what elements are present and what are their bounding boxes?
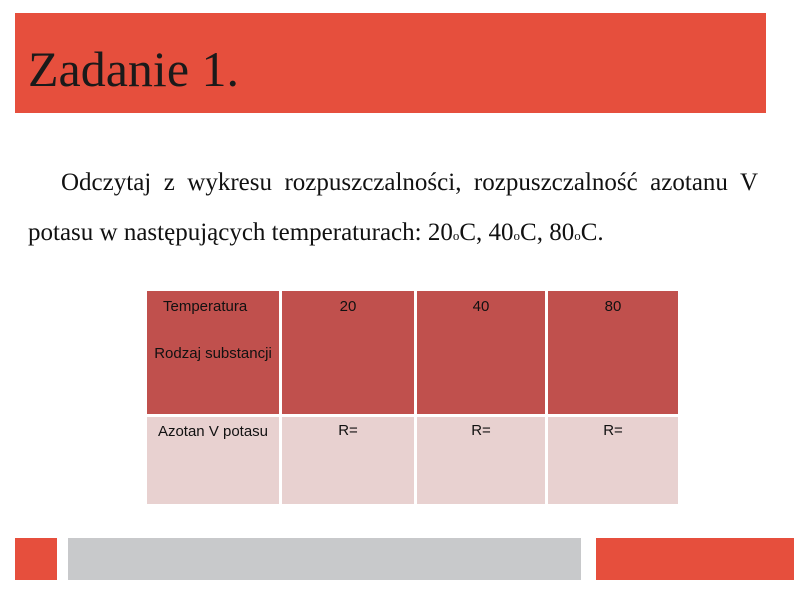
paragraph-text-4: C. <box>580 219 604 246</box>
paragraph-text-2: C, 40 <box>459 219 514 246</box>
task-paragraph <box>28 158 758 261</box>
substance-cell: Azotan V potasu <box>147 416 281 505</box>
header-temp-cell: 40 <box>416 291 547 416</box>
footer-accent-bar <box>596 538 794 580</box>
paragraph-text-1: Odczytaj z wykresu rozpuszczalności, rozpuszczalność azotanu V potasu w następujących temperaturach: 20 <box>28 169 758 246</box>
header-temp-cell: 20 <box>281 291 416 416</box>
table-header-row <box>147 291 678 416</box>
footer-accent-square <box>15 538 57 580</box>
degree-symbol: o <box>574 228 581 243</box>
value-cell[interactable]: R= <box>281 416 416 505</box>
header-temp-cell: 80 <box>547 291 679 416</box>
degree-symbol: o <box>513 228 521 243</box>
header-label-substance: Rodzaj substancji <box>154 345 272 362</box>
header-corner-cell <box>147 291 281 416</box>
value-cell[interactable]: R= <box>416 416 547 505</box>
solubility-table <box>147 291 678 504</box>
slide-title: Zadanie 1. <box>28 41 240 97</box>
footer-gray-bar <box>68 538 581 580</box>
degree-symbol: o <box>452 228 460 243</box>
value-cell[interactable]: R= <box>547 416 679 505</box>
table-row <box>147 416 678 505</box>
header-label-temperature: Temperatura <box>163 298 248 315</box>
paragraph-text-3: C, 80 <box>520 219 575 246</box>
title-bar <box>15 13 766 113</box>
